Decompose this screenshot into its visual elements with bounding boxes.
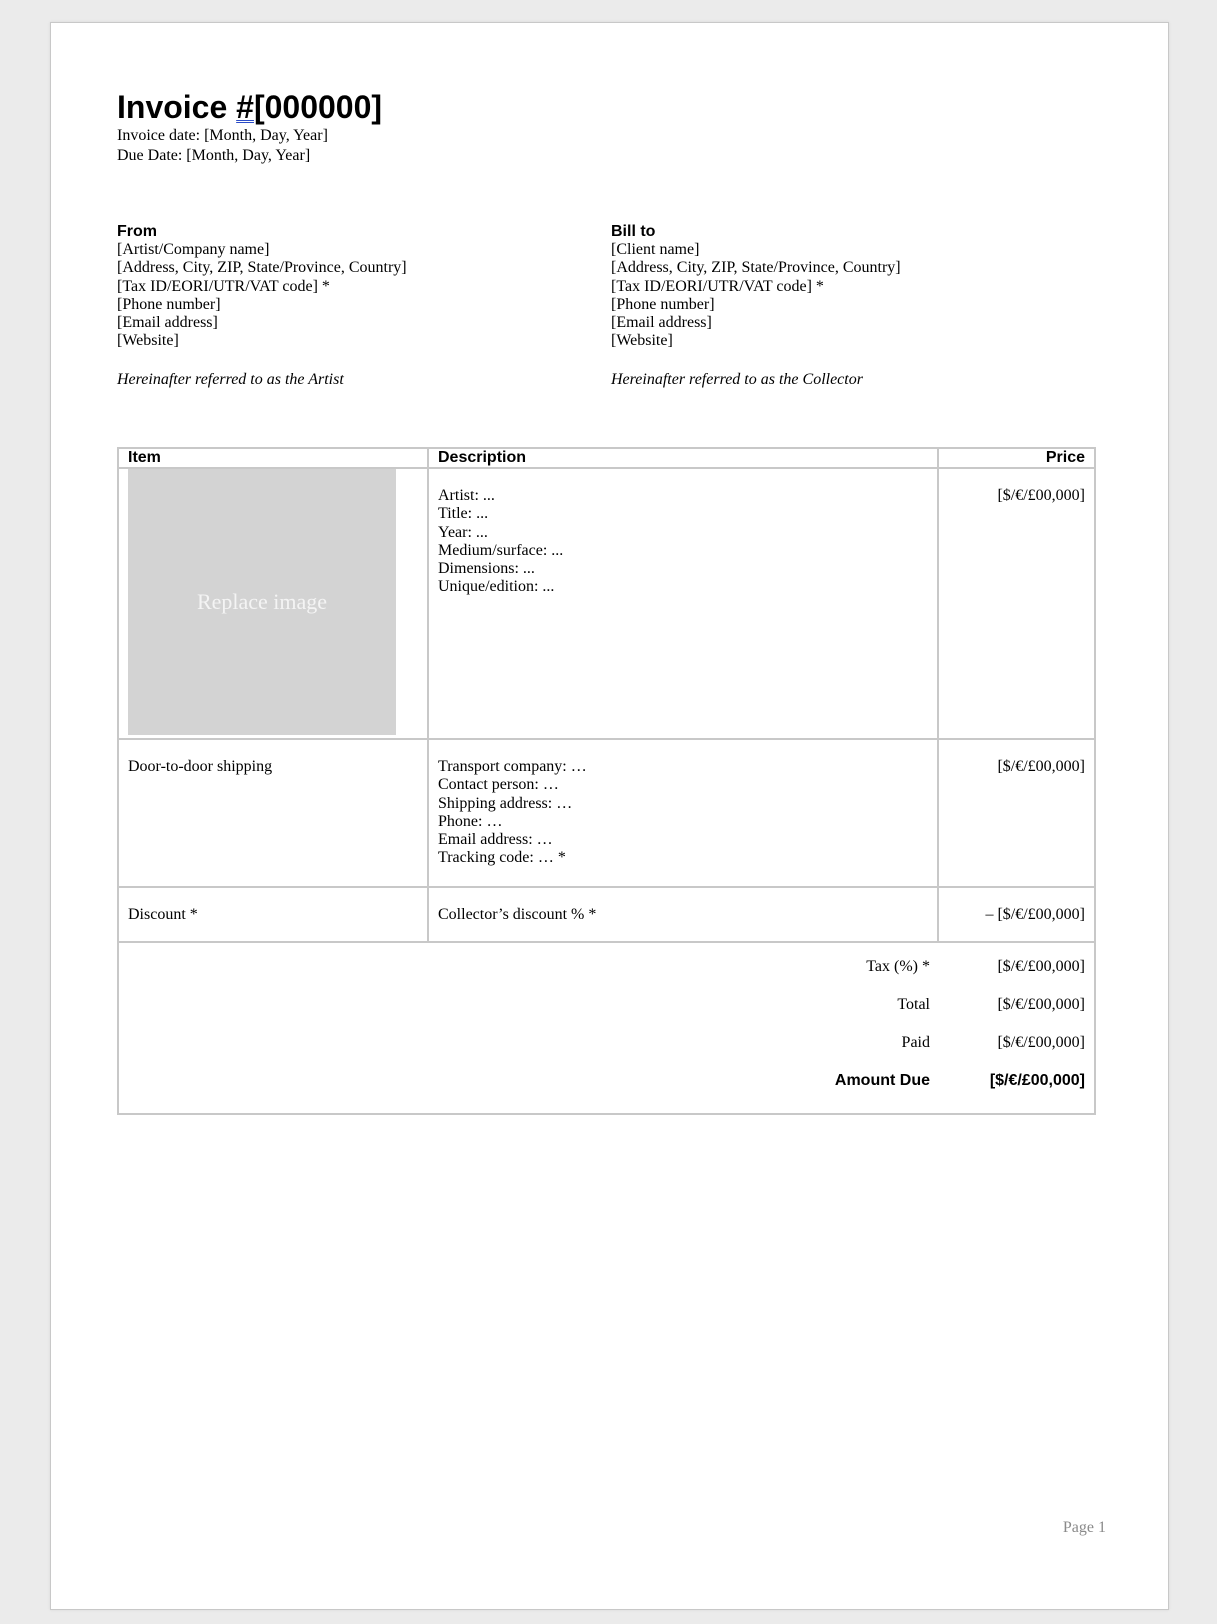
amount-due-line (128, 1071, 1085, 1093)
client-email: [Email address] (611, 314, 712, 332)
artwork-medium: Medium/surface: ... (438, 541, 564, 559)
paid-label: Paid (901, 1034, 930, 1051)
from-heading: From (117, 223, 157, 240)
client-phone: [Phone number] (611, 295, 715, 313)
total-label: Total (897, 996, 930, 1013)
shipping-item: Door-to-door shipping (118, 739, 428, 887)
from-website: [Website] (117, 332, 179, 350)
amount-due-label: Amount Due (834, 1072, 930, 1089)
from-company: [Artist/Company name] (117, 241, 270, 258)
from-address: [Address, City, ZIP, State/Province, Country] (117, 259, 407, 277)
table-row-artwork (118, 468, 1095, 739)
client-website: [Website] (611, 332, 673, 350)
client-name: [Client name] (611, 241, 700, 258)
shipping-phone: Phone: … (438, 812, 503, 830)
invoice-number: [000000] (253, 89, 383, 125)
total-value: [$/€/£00,000] (997, 996, 1085, 1013)
title-hash: # (236, 89, 254, 125)
artwork-price: [$/€/£00,000] (938, 468, 1095, 739)
invoice-title (117, 89, 382, 125)
table-header-row (118, 448, 1095, 468)
table-row-shipping (118, 739, 1095, 887)
shipping-email: Email address: … (438, 831, 553, 849)
from-block (117, 222, 557, 389)
shipping-description (428, 739, 938, 887)
artwork-edition: Unique/edition: ... (438, 578, 555, 596)
table-row-totals (118, 942, 1095, 1114)
description-header: Description (428, 448, 938, 468)
artwork-description (428, 468, 938, 739)
shipping-tracking: Tracking code: … * (438, 849, 566, 867)
paid-value: [$/€/£00,000] (997, 1034, 1085, 1051)
totals-cell (118, 942, 1095, 1114)
tax-value: [$/€/£00,000] (997, 958, 1085, 975)
from-note: Hereinafter referred to as the Artist (117, 370, 344, 388)
discount-price: – [$/€/£00,000] (938, 887, 1095, 942)
tax-label: Tax (%) * (866, 958, 930, 975)
due-date: Due Date: [Month, Day, Year] (117, 147, 311, 164)
invoice-items-table (117, 447, 1096, 1115)
discount-item: Discount * (118, 887, 428, 942)
page-number: Page 1 (1062, 1519, 1106, 1536)
artwork-image-cell (118, 468, 428, 739)
table-row-discount (118, 887, 1095, 942)
document-page (50, 22, 1169, 1610)
total-line (128, 995, 1085, 1033)
client-address: [Address, City, ZIP, State/Province, Country] (611, 259, 901, 277)
replace-image-label: Replace image (196, 589, 328, 614)
totals-block (128, 957, 1085, 1093)
client-tax-id: [Tax ID/EORI/UTR/VAT code] * (611, 277, 824, 295)
from-email: [Email address] (117, 314, 218, 332)
bill-to-heading: Bill to (611, 223, 656, 240)
discount-description: Collector’s discount % * (428, 887, 938, 942)
invoice-date: Invoice date: [Month, Day, Year] (117, 127, 328, 144)
invoice-dates (117, 126, 328, 166)
tax-line (128, 957, 1085, 995)
from-tax-id: [Tax ID/EORI/UTR/VAT code] * (117, 277, 330, 295)
artwork-artist: Artist: ... (438, 487, 495, 504)
paid-line (128, 1033, 1085, 1071)
shipping-address: Shipping address: … (438, 794, 573, 812)
amount-due-value: [$/€/£00,000] (989, 1072, 1085, 1089)
bill-to-block (611, 222, 1051, 389)
shipping-price: [$/€/£00,000] (938, 739, 1095, 887)
price-header: Price (938, 448, 1095, 468)
artwork-dimensions: Dimensions: ... (438, 560, 535, 578)
title-prefix: Invoice (117, 89, 237, 125)
shipping-contact: Contact person: … (438, 776, 559, 794)
shipping-company: Transport company: … (438, 758, 587, 775)
artwork-image-placeholder[interactable] (128, 469, 396, 735)
item-header: Item (118, 448, 428, 468)
artwork-year: Year: ... (438, 523, 488, 541)
bill-to-note: Hereinafter referred to as the Collector (611, 370, 863, 388)
artwork-title: Title: ... (438, 505, 489, 523)
from-phone: [Phone number] (117, 295, 221, 313)
